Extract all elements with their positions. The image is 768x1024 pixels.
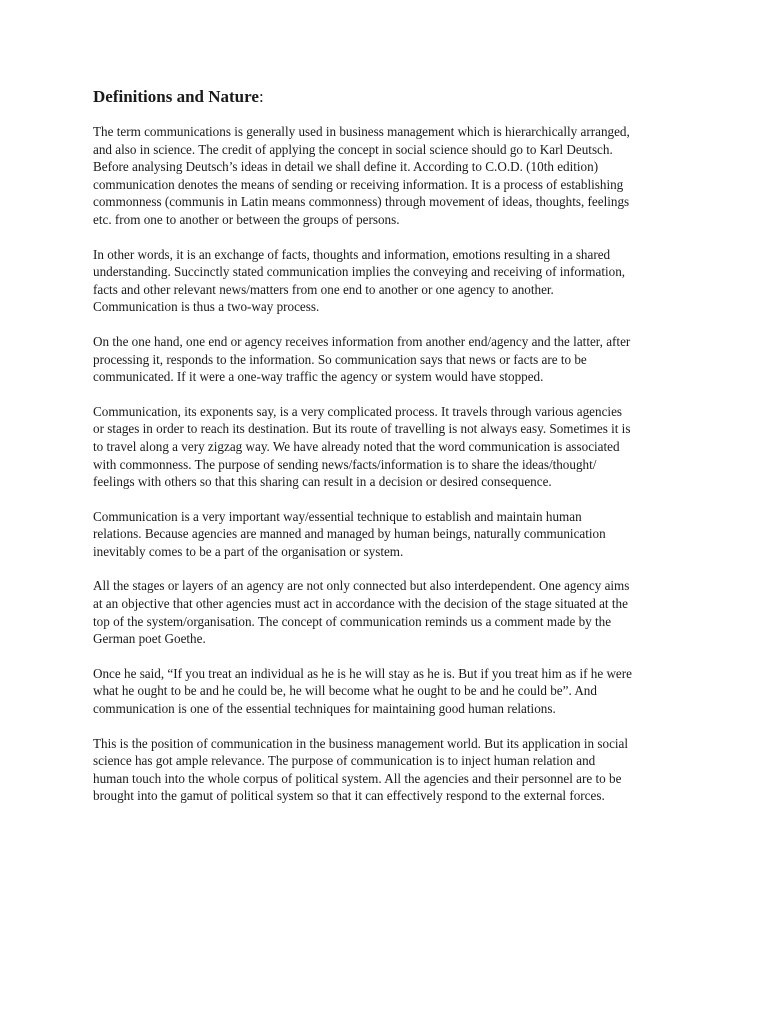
text-line: feelings with others so that this sharing can result in a decision or desired consequence. bbox=[93, 474, 552, 490]
text-line: In other words, it is an exchange of facts, thoughts and information, emotions resulting in a shared bbox=[93, 246, 611, 262]
text-line: and also in science. The credit of applying the concept in social science should go to Karl Deutsch. bbox=[93, 141, 613, 157]
paragraph-1 bbox=[93, 123, 677, 229]
text-line: commonness (communis in Latin means commonness) through movement of ideas, thoughts, feelings bbox=[93, 194, 630, 210]
text-line: German poet Goethe. bbox=[93, 631, 206, 647]
section-heading bbox=[93, 86, 677, 108]
paragraph-5 bbox=[93, 508, 677, 561]
section-heading-text: Definitions and Nature bbox=[93, 87, 259, 106]
text-line: Before analysing Deutsch’s ideas in detail we shall define it. According to C.O.D. (10th edition) bbox=[93, 159, 599, 175]
section-heading-colon: : bbox=[258, 87, 264, 106]
text-line: communication denotes the means of sending or receiving information. It is a process of establishing bbox=[93, 176, 624, 192]
text-line: relations. Because agencies are manned and managed by human beings, naturally communication bbox=[93, 526, 606, 542]
document-body bbox=[93, 86, 677, 822]
paragraph-7 bbox=[93, 665, 677, 718]
paragraph-3 bbox=[93, 333, 677, 386]
text-line: top of the system/organisation. The concept of communication reminds us a comment made by the bbox=[93, 613, 612, 629]
text-line: Communication is a very important way/essential technique to establish and maintain human bbox=[93, 508, 582, 524]
text-line: Once he said, “If you treat an individual as he is he will stay as he is. But if you treat him as if he were bbox=[93, 665, 632, 681]
text-line: human touch into the whole corpus of political system. All the agencies and their personnel are to be bbox=[93, 770, 622, 786]
text-line: inevitably comes to be a part of the organisation or system. bbox=[93, 543, 404, 559]
text-line: This is the position of communication in the business management world. But its application in social bbox=[93, 735, 629, 751]
text-line: at an objective that other agencies must act in accordance with the decision of the stage situated at the bbox=[93, 596, 628, 612]
text-line: with commonness. The purpose of sending news/facts/information is to share the ideas/thought/ bbox=[93, 456, 597, 472]
text-line: etc. from one to another or between the groups of persons. bbox=[93, 211, 400, 227]
text-line: brought into the gamut of political system so that it can effectively respond to the external forces. bbox=[93, 788, 605, 804]
paragraph-4 bbox=[93, 403, 677, 491]
text-line: On the one hand, one end or agency receives information from another end/agency and the latter, after bbox=[93, 333, 631, 349]
text-line: science has got ample relevance. The purpose of communication is to inject human relation and bbox=[93, 753, 596, 769]
text-line: communicated. If it were a one-way traffic the agency or system would have stopped. bbox=[93, 369, 544, 385]
text-line: communication is one of the essential techniques for maintaining good human relations. bbox=[93, 701, 556, 717]
text-line: processing it, responds to the information. So communication says that news or facts are to be bbox=[93, 351, 587, 367]
text-line: what he ought to be and he could be, he will become what he ought to be and he could be”. And bbox=[93, 683, 597, 699]
text-line: understanding. Succinctly stated communication implies the conveying and receiving of information, bbox=[93, 264, 626, 280]
paragraph-6 bbox=[93, 577, 677, 647]
paragraph-8 bbox=[93, 735, 677, 805]
paragraph-2 bbox=[93, 246, 677, 316]
text-line: Communication is thus a two-way process. bbox=[93, 299, 320, 315]
text-line: facts and other relevant news/matters from one end to another or one agency to another. bbox=[93, 281, 554, 297]
text-line: All the stages or layers of an agency are not only connected but also interdependent. One agency aims bbox=[93, 578, 630, 594]
text-line: Communication, its exponents say, is a very complicated process. It travels through various agencies bbox=[93, 403, 623, 419]
text-line: or stages in order to reach its destination. But its route of travelling is not always easy. Sometimes it is bbox=[93, 421, 631, 437]
text-line: The term communications is generally used in business management which is hierarchically arranged, bbox=[93, 124, 630, 139]
text-line: to travel along a very zigzag way. We have already noted that the word communication is associated bbox=[93, 438, 620, 454]
